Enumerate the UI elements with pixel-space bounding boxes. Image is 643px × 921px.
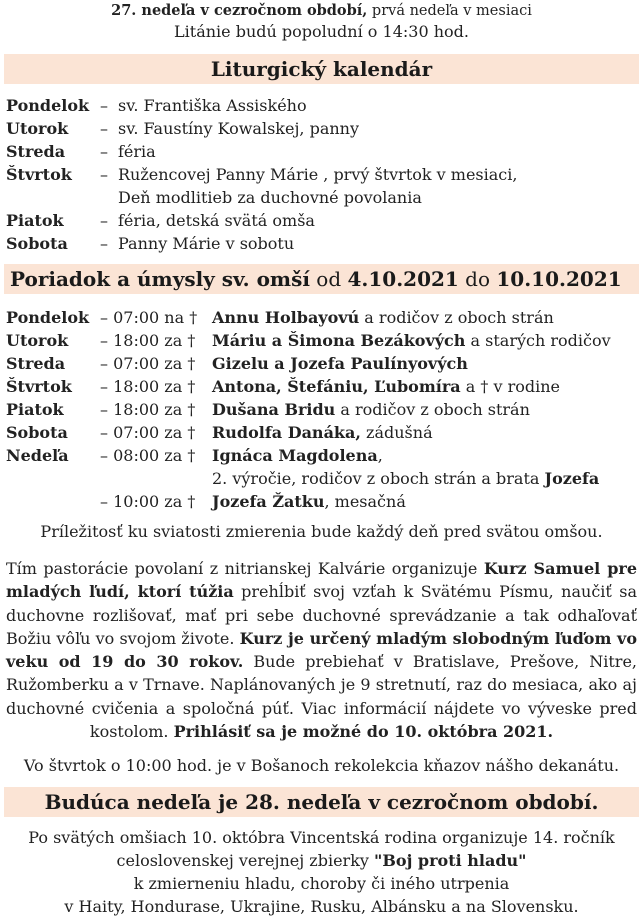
mass-row: [6, 306, 554, 329]
calendar-dash: –: [100, 142, 108, 161]
sunday-name: 27. nedeľa v cezročnom období,: [111, 2, 368, 19]
mass-intention-note: ,: [377, 446, 383, 465]
confession-note: Príležitosť ku sviatosti zmierenia bude každý deň pred svätou omšou.: [40, 522, 603, 541]
mass-time: – 08:00 za †: [100, 446, 196, 465]
masses-title: [4, 264, 639, 294]
mass-day: Pondelok: [6, 308, 90, 327]
mass-time: – 10:00 za †: [100, 492, 196, 511]
mass-intention-name: Antona, Štefániu, Ľubomíra: [212, 377, 461, 396]
mass-intention-name: Jozefa Žatku: [212, 492, 325, 511]
hunger-line-3: k zmierneniu hladu, choroby či iného utrpenia: [133, 874, 510, 893]
mass-day: Utorok: [6, 331, 69, 350]
calendar-day: Piatok: [6, 211, 64, 230]
mass-day: Štvrtok: [6, 377, 72, 396]
calendar-row: [6, 232, 294, 255]
header: [0, 0, 643, 43]
mass-day: Nedeľa: [6, 446, 69, 465]
mass-intention-name: Ignáca Magdolena: [212, 446, 378, 465]
mass-intention-note: 2. výročie, rodičov z oboch strán a brata: [212, 469, 545, 488]
sunday-note: prvá nedeľa v mesiaci: [367, 3, 532, 19]
mass-row: [6, 375, 560, 398]
calendar-row: [6, 163, 517, 186]
calendar-feast: féria: [118, 142, 156, 161]
calendar-day: Štvrtok: [6, 165, 72, 184]
calendar-day: Pondelok: [6, 96, 90, 115]
calendar-feast: Panny Márie v sobotu: [118, 234, 295, 253]
mass-intention-note: zádušná: [360, 423, 433, 442]
calendar-dash: –: [100, 211, 108, 230]
masses-title-to: do: [458, 267, 497, 291]
masses-date-from: 4.10.2021: [347, 267, 459, 291]
mass-row: [6, 467, 599, 490]
calendar-dash: –: [100, 119, 108, 138]
mass-intention-name: Gizelu a Jozefa Paulínyových: [212, 354, 468, 373]
mass-intention-note: a starých rodičov: [465, 331, 611, 350]
calendar-row: [6, 94, 307, 117]
hunger-paragraph: [6, 826, 637, 918]
calendar-feast: sv. Faustíny Kowalskej, panny: [118, 119, 360, 138]
calendar-day: Streda: [6, 142, 66, 161]
mass-row: [6, 398, 530, 421]
mass-row: [6, 421, 433, 444]
masses-title-from: od: [309, 267, 348, 291]
calendar-row: [6, 186, 422, 209]
calendar-feast: Ružencovej Panny Márie , prvý štvrtok v mesiaci,: [118, 165, 518, 184]
mass-intention-name: Máriu a Šimona Bezákových: [212, 331, 466, 350]
hunger-line-4: v Haity, Hondurase, Ukrajine, Rusku, Albánsku a na Slovensku.: [64, 897, 579, 916]
samuel-paragraph: [6, 557, 637, 743]
calendar-day: Utorok: [6, 119, 69, 138]
mass-time: – 07:00 na †: [100, 308, 198, 327]
calendar-row: [6, 117, 359, 140]
mass-intention-name-2: Jozefa: [544, 469, 600, 488]
samuel-bold-2: Kurz je určený mladým slobodným ľuďom vo veku od 19 do 30 rokov.: [6, 628, 637, 672]
calendar-dash: –: [100, 165, 108, 184]
litany-note: Litánie budú popoludní o 14:30 hod.: [174, 22, 469, 41]
mass-intention-note: a rodičov z oboch strán: [335, 400, 530, 419]
samuel-text-3: Bude prebiehať v Bratislave, Prešove, Nitre, Ružomberku a v Trnave. Naplánovaných je 9 stretnutí, raz do mesiaca, ako aj duchovné cvičenia a spoločná púť. Viac informácií nájdete vo vývеske pred kostolom.: [6, 652, 637, 742]
samuel-bold-3: Prihlásiť sa je možné do 10. októbra 2021.: [173, 722, 554, 742]
mass-time: – 18:00 za †: [100, 331, 196, 350]
hunger-campaign-name: "Boj proti hladu": [374, 851, 527, 870]
mass-time: – 18:00 za †: [100, 400, 196, 419]
hunger-line-2: [6, 849, 637, 872]
masses-title-main: Poriadok a úmysly sv. omší: [10, 267, 310, 291]
mass-time: – 18:00 za †: [100, 377, 196, 396]
next-sunday-title: Budúca nedeľa je 28. nedeľa v cezročnom období.: [4, 787, 639, 817]
mass-time: – 07:00 za †: [100, 354, 196, 373]
mass-intention-name: Dušana Bridu: [212, 400, 336, 419]
samuel-bold-1: Kurz Samuel pre mladých ľudí, ktorí túžia: [6, 559, 637, 602]
hunger-line-1: Po svätých omšiach 10. októbra Vincentská rodina organizuje 14. ročník: [28, 828, 615, 847]
masses-date-to: 10.10.2021: [496, 267, 622, 291]
mass-intention-note: , mesačná: [324, 492, 406, 511]
mass-intention-note: a † v rodine: [460, 377, 560, 396]
header-line-1: [0, 1, 643, 21]
mass-day: Piatok: [6, 400, 64, 419]
mass-row: [6, 352, 468, 375]
recollection-note: Vo štvrtok o 10:00 hod. je v Bošanoch rekolekcia kňazov nášho dekanátu.: [23, 756, 620, 775]
calendar-title: Liturgický kalendár: [4, 54, 639, 84]
calendar-day: Sobota: [6, 234, 68, 253]
mass-day: Streda: [6, 354, 66, 373]
calendar-row: [6, 140, 156, 163]
samuel-text-2: prehĺbiť svoj vzťah k Svätému Písmu, naučiť sa duchovne rozlišovať, mať pri sebe duchovné sprevádzanie a tak odhaľovať Božiu vôľu vo svojom živote.: [6, 582, 637, 648]
mass-intention-name: Rudolfa Danáka,: [212, 423, 361, 442]
calendar-feast: sv. Františka Assiského: [118, 96, 307, 115]
mass-time: – 07:00 za †: [100, 423, 196, 442]
calendar-dash: –: [100, 96, 108, 115]
calendar-continuation: Deň modlitieb za duchovné povolania: [118, 188, 422, 207]
mass-row: [6, 329, 611, 352]
mass-intention-name: Annu Holbayovú: [212, 308, 360, 327]
samuel-text-1: Tím pastorácie povolaní z nitrianskej Kalvárie organizuje: [6, 559, 484, 578]
mass-row: [6, 444, 383, 467]
mass-day: Sobota: [6, 423, 68, 442]
calendar-feast: féria, detská svätá omša: [118, 211, 315, 230]
calendar-dash: –: [100, 234, 108, 253]
calendar-row: [6, 209, 315, 232]
mass-intention-note: a rodičov z oboch strán: [359, 308, 554, 327]
hunger-line-2-text: celoslovenskej verejnej zbierky: [116, 851, 375, 870]
mass-row: [6, 490, 406, 513]
